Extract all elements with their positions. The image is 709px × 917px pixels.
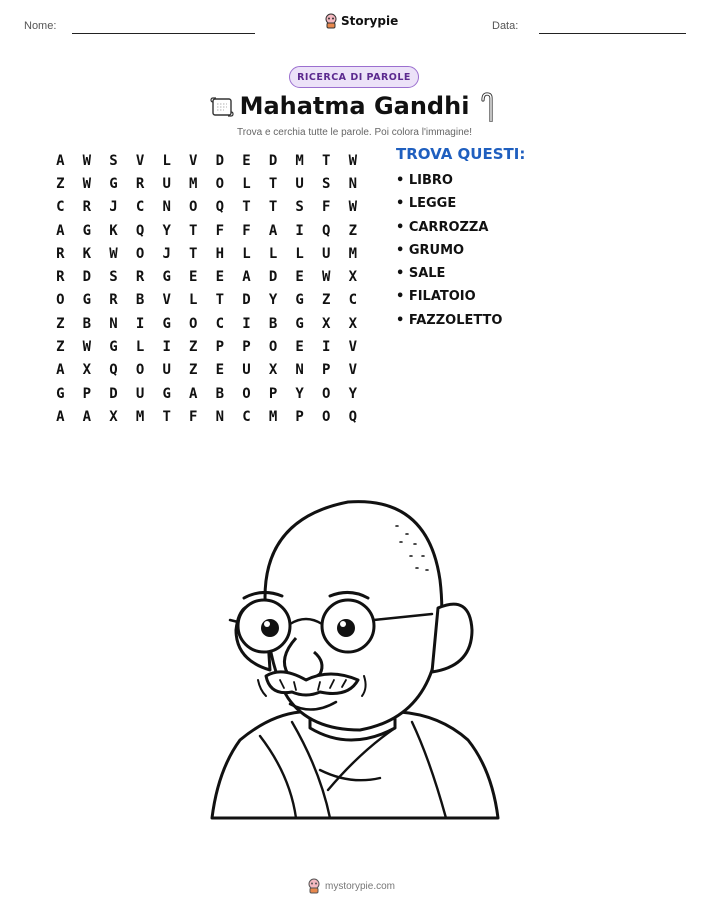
grid-letter[interactable]: F [322,199,331,216]
grid-letter[interactable]: N [295,362,304,379]
grid-letter[interactable]: A [56,408,65,425]
grid-letter[interactable]: O [268,339,278,356]
grid-letter[interactable]: Y [348,385,358,402]
grid-letter[interactable]: C [215,315,225,332]
grid-letter[interactable]: I [242,315,251,332]
grid-letter[interactable]: E [295,339,304,356]
grid-letter[interactable]: U [162,175,171,192]
grid-letter[interactable]: T [215,292,225,309]
grid-letter[interactable]: M [348,245,358,262]
grid-letter[interactable]: L [295,245,304,262]
letter-grid [47,149,366,429]
grid-letter[interactable]: F [189,408,198,425]
category-badge: RICERCA DI PAROLE [289,66,419,88]
word-item: • LIBRO [396,173,453,188]
grid-letter[interactable]: P [322,362,331,379]
grid-letter[interactable]: O [135,362,145,379]
grid-letter[interactable]: W [322,269,331,286]
brand-name: Storypie [341,14,399,28]
grid-letter[interactable]: D [242,292,251,309]
grid-letter[interactable]: Z [348,222,358,239]
grid-letter[interactable]: A [268,222,278,239]
word-item: • CARROZZA [396,219,489,235]
grid-letter[interactable]: A [56,362,65,379]
grid-letter[interactable]: R [109,292,118,309]
grid-letter[interactable]: U [242,362,251,379]
grid-letter[interactable]: Z [56,315,65,332]
grid-letter[interactable]: Z [322,292,331,309]
grid-letter[interactable]: V [162,292,171,309]
grid-letter[interactable]: V [348,362,358,379]
grid-letter[interactable]: C [348,292,358,309]
grid-letter[interactable]: D [268,269,278,286]
grid-letter[interactable]: G [162,269,171,286]
grid-letter[interactable]: R [56,245,65,262]
grid-letter[interactable]: G [109,339,118,356]
grid-letter[interactable]: I [295,222,304,239]
grid-letter[interactable]: I [162,339,171,356]
grid-letter[interactable]: U [322,245,331,262]
grid-letter[interactable]: M [268,408,278,425]
grid-row [47,382,366,405]
date-line [539,33,686,34]
grid-letter[interactable]: B [82,315,92,332]
name-label: Nome: [24,20,57,32]
storypie-mascot-icon [324,13,338,29]
grid-letter[interactable]: O [189,315,198,332]
grid-letter[interactable]: N [215,408,225,425]
grid-row [47,196,366,219]
grid-letter[interactable]: O [189,199,198,216]
grid-letter[interactable]: Q [109,362,118,379]
grid-letter[interactable]: T [268,175,278,192]
grid-letter[interactable]: R [135,175,145,192]
grid-letter[interactable]: X [109,408,118,425]
grid-letter[interactable]: L [242,245,251,262]
grid-letter[interactable]: G [82,222,92,239]
grid-letter[interactable]: J [162,245,171,262]
brand-logo [324,13,398,29]
name-line [72,33,255,34]
grid-letter[interactable]: O [322,385,331,402]
grid-letter[interactable]: I [322,339,331,356]
grid-letter[interactable]: E [242,152,251,169]
grid-letter[interactable]: B [268,315,278,332]
grid-letter[interactable]: S [295,199,304,216]
grid-letter[interactable]: Z [189,362,198,379]
grid-letter[interactable]: G [295,315,304,332]
grid-letter[interactable]: T [268,199,278,216]
grid-letter[interactable]: Z [56,339,65,356]
grid-letter[interactable]: R [56,269,65,286]
grid-letter[interactable]: Q [322,222,331,239]
grid-letter[interactable]: G [162,315,171,332]
grid-letter[interactable]: W [82,152,92,169]
grid-letter[interactable]: U [162,362,171,379]
grid-letter[interactable]: L [268,245,278,262]
grid-letter[interactable]: A [56,222,65,239]
grid-letter[interactable]: L [135,339,145,356]
grid-letter[interactable]: P [295,408,304,425]
grid-letter[interactable]: F [242,222,251,239]
grid-letter[interactable]: S [322,175,331,192]
grid-letter[interactable]: G [109,175,118,192]
grid-letter[interactable]: C [56,199,65,216]
grid-letter[interactable]: C [242,408,251,425]
grid-letter[interactable]: Y [162,222,171,239]
word-item: • LEGGE [396,196,457,212]
grid-row [47,335,366,358]
footer [307,878,395,894]
grid-letter[interactable]: D [215,152,225,169]
grid-letter[interactable]: Y [295,385,304,402]
grid-letter[interactable]: J [109,199,118,216]
grid-letter[interactable]: L [162,152,171,169]
grid-letter[interactable]: M [295,152,304,169]
right-ear [432,604,472,672]
word-item: • SALE [396,266,446,282]
grid-letter[interactable]: D [109,385,118,402]
grid-letter[interactable]: E [215,269,225,286]
grid-letter[interactable]: R [135,269,145,286]
grid-letter[interactable]: Y [268,292,278,309]
grid-letter[interactable]: X [322,315,331,332]
grid-letter[interactable]: H [215,245,225,262]
word-list-title: TROVA QUESTI: [396,145,526,163]
grid-row [47,242,366,265]
grid-letter[interactable]: F [215,222,225,239]
grid-letter[interactable]: L [242,175,251,192]
grid-letter[interactable]: T [162,408,171,425]
grid-letter[interactable]: T [322,152,331,169]
grid-letter[interactable]: O [135,245,145,262]
grid-letter[interactable]: A [189,385,198,402]
grid-letter[interactable]: O [56,292,65,309]
grid-letter[interactable]: X [82,362,92,379]
date-label: Data: [492,20,519,32]
grid-letter[interactable]: M [135,408,145,425]
grid-letter[interactable]: P [242,339,251,356]
grid-letter[interactable]: V [135,152,145,169]
grid-letter[interactable]: T [189,222,198,239]
grid-letter[interactable]: L [189,292,198,309]
grid-row [47,265,366,288]
word-item: • FAZZOLETTO [396,312,503,328]
grid-letter[interactable]: G [162,385,171,402]
grid-letter[interactable]: W [109,245,118,262]
grid-letter[interactable]: A [82,408,92,425]
grid-letter[interactable]: Z [189,339,198,356]
grid-letter[interactable]: U [135,385,145,402]
grid-letter[interactable]: Z [56,175,65,192]
grid-letter[interactable]: R [82,199,92,216]
grid-row [47,359,366,382]
grid-letter[interactable]: Q [348,408,358,425]
grid-letter[interactable]: M [189,175,198,192]
grid-letter[interactable]: T [189,245,198,262]
page-title: Mahatma Gandhi [239,92,470,120]
grid-letter[interactable]: V [189,152,198,169]
grid-letter[interactable]: B [215,385,225,402]
grid-letter[interactable]: A [242,269,251,286]
grid-letter[interactable]: X [348,315,358,332]
grid-letter[interactable]: K [109,222,118,239]
gandhi-portrait [200,490,510,820]
grid-letter[interactable]: X [268,362,278,379]
word-item: • GRUMO [396,242,465,258]
grid-letter[interactable]: C [135,199,145,216]
grid-letter[interactable]: P [268,385,278,402]
grid-letter[interactable]: T [242,199,251,216]
grid-letter[interactable]: P [82,385,92,402]
grid-row [47,312,366,335]
footer-url: mystorypie.com [325,880,396,892]
grid-letter[interactable]: K [82,245,92,262]
grid-letter[interactable]: P [215,339,225,356]
grid-letter[interactable]: G [82,292,92,309]
grid-letter[interactable]: O [215,175,225,192]
grid-letter[interactable]: G [56,385,65,402]
grid-row [47,172,366,195]
grid-row [47,289,366,312]
storypie-mascot-icon [307,878,321,894]
grid-letter[interactable]: N [109,315,118,332]
grid-letter[interactable]: N [348,175,358,192]
walking-cane-icon [480,92,494,122]
grid-letter[interactable]: V [348,339,358,356]
grid-letter[interactable]: Q [135,222,145,239]
grid-letter[interactable]: I [135,315,145,332]
grid-row [47,219,366,242]
grid-row [47,149,366,172]
grid-letter[interactable]: W [82,339,92,356]
grid-letter[interactable]: E [295,269,304,286]
grid-row [47,405,366,428]
grid-letter[interactable]: O [322,408,331,425]
grid-letter[interactable]: W [348,152,358,169]
grid-letter[interactable]: X [348,269,358,286]
instructions: Trova e cerchia tutte le parole. Poi colora l'immagine! [237,127,472,138]
grid-letter[interactable]: N [162,199,171,216]
grid-letter[interactable]: S [109,152,118,169]
grid-letter[interactable]: G [295,292,304,309]
grid-letter[interactable]: B [135,292,145,309]
word-list [396,172,502,335]
grid-letter[interactable]: D [82,269,92,286]
grid-letter[interactable]: D [268,152,278,169]
word-item: • FILATOIO [396,289,476,305]
grid-letter[interactable]: Q [215,199,225,216]
grid-letter[interactable]: E [189,269,198,286]
grid-letter[interactable]: S [109,269,118,286]
grid-letter[interactable]: O [242,385,251,402]
grid-letter[interactable]: W [82,175,92,192]
grid-letter[interactable]: W [348,199,358,216]
grid-letter[interactable]: U [295,175,304,192]
grid-letter[interactable]: A [56,152,65,169]
grid-letter[interactable]: E [215,362,225,379]
